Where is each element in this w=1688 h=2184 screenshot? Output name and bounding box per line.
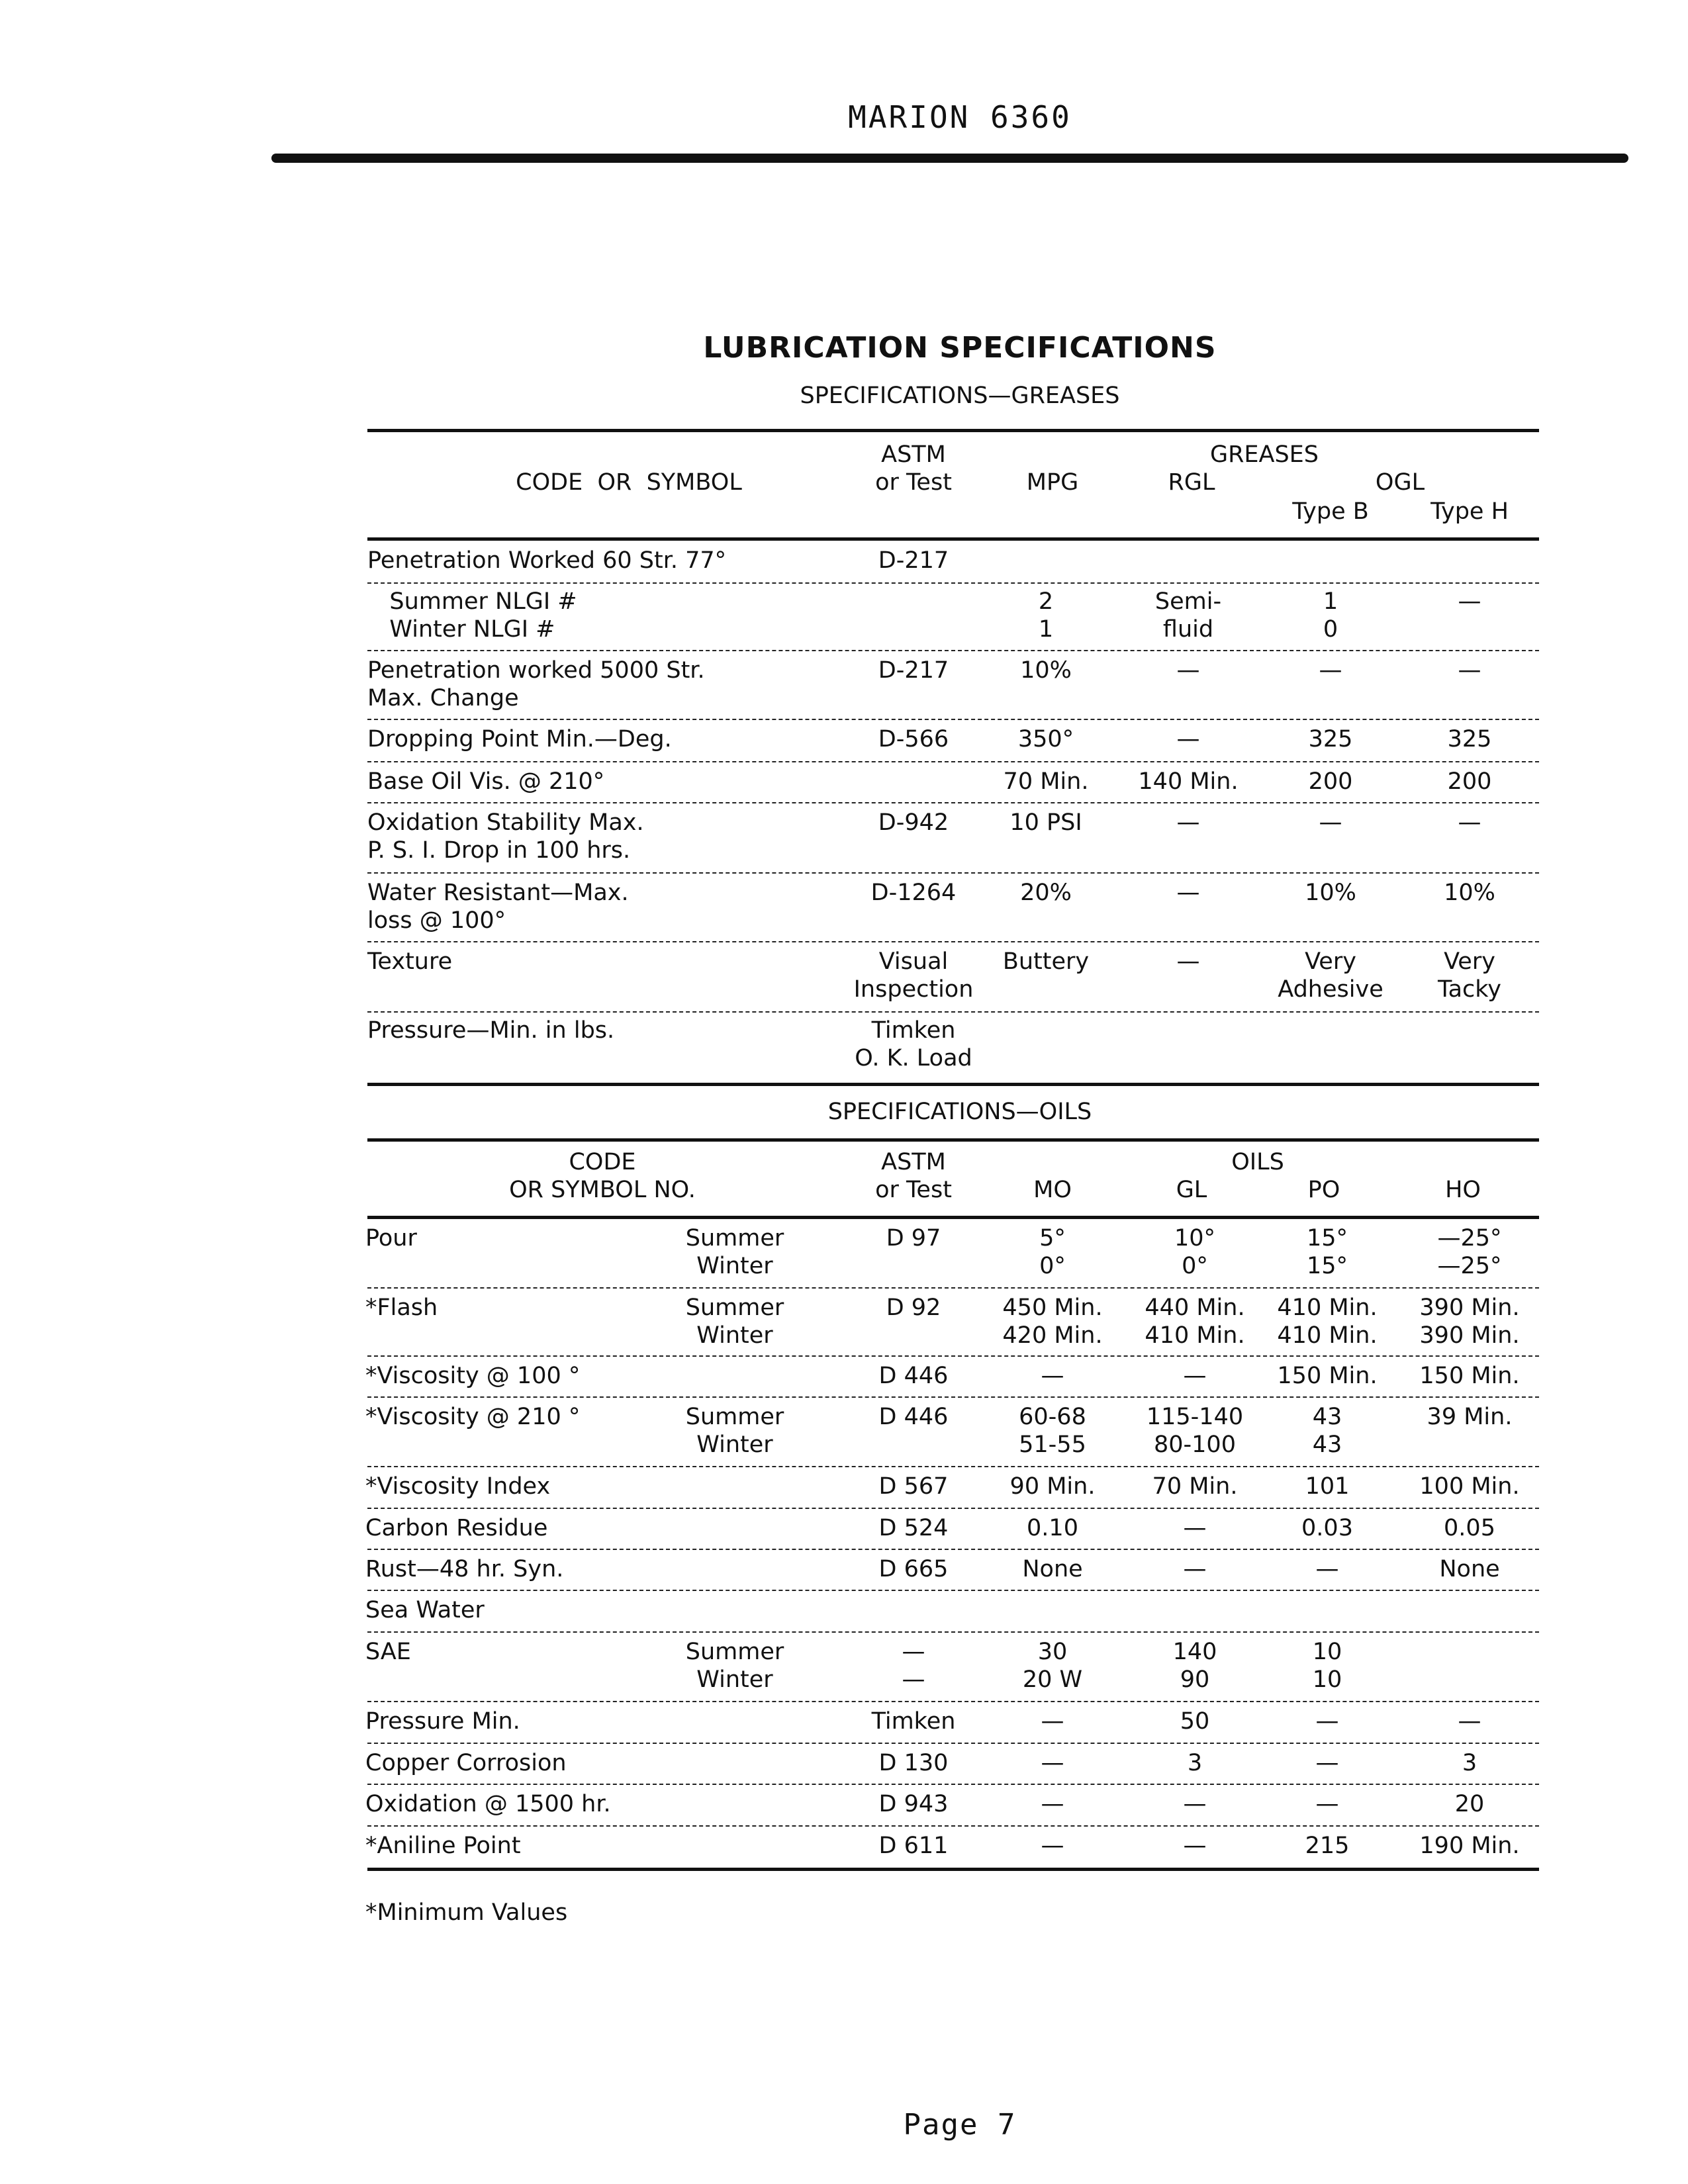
oils-cell-gl: 3 [1187, 1750, 1203, 1776]
oils-cell-gl: 140 90 [1172, 1639, 1217, 1693]
oils-cell-season: Summer Winter [685, 1639, 784, 1693]
oils-row-divider [367, 1396, 1539, 1398]
greases-cell-mpg: 10 PSI [1009, 809, 1082, 836]
oils-cell-astm: D 943 [878, 1791, 949, 1817]
oils-header-code: CODE OR SYMBOL NO. [509, 1149, 696, 1203]
oils-cell-season: Summer Winter [685, 1295, 784, 1349]
oils-cell-astm: D 446 [878, 1363, 949, 1389]
greases-header-typeb: Type B [1292, 498, 1369, 525]
greases-cell-astm: D-942 [878, 809, 949, 836]
oils-cell-ho: 190 Min. [1419, 1833, 1520, 1859]
oils-cell-gl: — [1183, 1515, 1207, 1541]
greases-cell-mpg: 2 1 [1038, 588, 1054, 643]
greases-row-divider [367, 1011, 1539, 1013]
oils-cell-label: Pour [365, 1225, 417, 1251]
oils-cell-label: Rust—48 hr. Syn. [365, 1556, 564, 1582]
oils-row-divider [367, 1590, 1539, 1591]
greases-cell-typeh: 325 [1447, 726, 1492, 752]
oils-cell-label: Sea Water [365, 1597, 485, 1623]
oils-cell-mo: — [1041, 1833, 1064, 1859]
oils-cell-ho: 39 Min. [1427, 1404, 1513, 1430]
oils-cell-po: — [1315, 1750, 1339, 1776]
greases-cell-typeb: 10% [1305, 880, 1356, 906]
greases-header-group: GREASES [1209, 441, 1319, 468]
oils-cell-ho: None [1439, 1556, 1500, 1582]
greases-cell-astm: D-1264 [870, 880, 957, 906]
oils-cell-gl: 440 Min. 410 Min. [1145, 1295, 1245, 1349]
greases-cell-typeb: — [1319, 809, 1342, 836]
page-number: Page 7 [903, 2108, 1017, 2142]
oils-cell-mo: 60-68 51-55 [1019, 1404, 1086, 1458]
oils-cell-ho: — [1458, 1708, 1481, 1735]
oils-cell-astm: D 524 [878, 1515, 949, 1541]
oils-cell-astm: D 611 [878, 1833, 949, 1859]
oils-bottom-rule [367, 1868, 1539, 1871]
oils-row-divider [367, 1743, 1539, 1744]
greases-cell-rgl: — [1176, 880, 1200, 906]
oils-top-rule [367, 1138, 1539, 1142]
oils-cell-gl: — [1183, 1556, 1207, 1582]
greases-cell-label: Summer NLGI # Winter NLGI # [389, 588, 577, 643]
oils-cell-astm: D 446 [878, 1404, 949, 1430]
oils-cell-po: 410 Min. 410 Min. [1277, 1295, 1378, 1349]
greases-header-typeh: Type H [1430, 498, 1509, 525]
oils-row-divider [367, 1287, 1539, 1289]
greases-cell-rgl: — [1176, 726, 1200, 752]
oils-row-divider [367, 1355, 1539, 1357]
greases-cell-label: Dropping Point Min.—Deg. [367, 726, 672, 752]
oils-row-divider [367, 1701, 1539, 1702]
greases-cell-label: Base Oil Vis. @ 210° [367, 768, 605, 795]
oils-cell-ho: 150 Min. [1419, 1363, 1520, 1389]
greases-header-rule [367, 537, 1539, 541]
oils-cell-astm: Timken [871, 1708, 956, 1735]
oils-cell-astm: — — [902, 1639, 925, 1693]
greases-cell-label: Oxidation Stability Max. P. S. I. Drop in 100 hrs. [367, 809, 644, 864]
oils-cell-mo: — [1041, 1708, 1064, 1735]
greases-cell-mpg: 10% [1020, 657, 1072, 684]
greases-cell-mpg: 20% [1020, 880, 1072, 906]
oils-cell-po: 43 43 [1312, 1404, 1342, 1458]
greases-header-astm: ASTM or Test [875, 441, 952, 496]
greases-cell-typeh: — [1458, 809, 1481, 836]
greases-row-divider [367, 582, 1539, 584]
greases-section-title: SPECIFICATIONS—GREASES [800, 383, 1120, 409]
oils-row-divider [367, 1631, 1539, 1633]
oils-row-divider [367, 1784, 1539, 1785]
oils-cell-astm: D 92 [886, 1295, 941, 1321]
page-title: LUBRICATION SPECIFICATIONS [703, 331, 1217, 365]
greases-cell-label: Water Resistant—Max. loss @ 100° [367, 880, 629, 934]
oils-cell-label: SAE [365, 1639, 411, 1665]
greases-cell-astm: D-217 [878, 657, 949, 684]
oils-cell-po: — [1315, 1791, 1339, 1817]
oils-header-rule [367, 1216, 1539, 1219]
oils-cell-po: 215 [1305, 1833, 1350, 1859]
oils-cell-ho: 3 [1462, 1750, 1477, 1776]
oils-cell-ho: 100 Min. [1419, 1473, 1520, 1500]
oils-header-mo: MO [1033, 1177, 1072, 1203]
oils-cell-gl: 70 Min. [1152, 1473, 1238, 1500]
greases-cell-rgl: 140 Min. [1138, 768, 1239, 795]
oils-cell-season: Summer Winter [685, 1225, 784, 1279]
greases-cell-astm: D-217 [878, 547, 949, 574]
oils-cell-label: Pressure Min. [365, 1708, 520, 1735]
greases-row-divider [367, 761, 1539, 762]
oils-header-astm: ASTM or Test [875, 1149, 952, 1203]
greases-cell-typeh: — [1458, 657, 1481, 684]
oils-cell-mo: 5° 0° [1039, 1225, 1066, 1279]
greases-cell-label: Pressure—Min. in lbs. [367, 1017, 615, 1044]
oils-cell-label: *Aniline Point [365, 1833, 521, 1859]
greases-cell-label: Penetration Worked 60 Str. 77° [367, 547, 727, 574]
greases-header-ogl: OGL [1375, 469, 1425, 496]
greases-header-code: CODE OR SYMBOL [516, 469, 742, 496]
oils-header-po: PO [1307, 1177, 1340, 1203]
oils-header-gl: GL [1176, 1177, 1207, 1203]
oils-cell-mo: 0.10 [1027, 1515, 1078, 1541]
greases-cell-rgl: Semi- fluid [1154, 588, 1222, 643]
oils-cell-po: 15° 15° [1306, 1225, 1348, 1279]
greases-cell-astm: D-566 [878, 726, 949, 752]
oils-cell-ho: 0.05 [1444, 1515, 1495, 1541]
greases-cell-label: Penetration worked 5000 Str. Max. Change [367, 657, 705, 711]
oils-row-divider [367, 1508, 1539, 1509]
greases-cell-mpg: 350° [1017, 726, 1074, 752]
oils-cell-po: — [1315, 1556, 1339, 1582]
greases-row-divider [367, 719, 1539, 720]
greases-bottom-rule [367, 1083, 1539, 1086]
greases-cell-rgl: — [1176, 657, 1200, 684]
oils-header-group: OILS [1231, 1149, 1284, 1175]
greases-cell-typeh: 10% [1444, 880, 1495, 906]
header-rule [271, 154, 1628, 163]
greases-cell-rgl: — [1176, 809, 1200, 836]
oils-cell-gl: 10° 0° [1174, 1225, 1216, 1279]
greases-header-mpg: MPG [1026, 469, 1079, 496]
oils-cell-gl: — [1183, 1791, 1207, 1817]
greases-cell-typeb: 325 [1308, 726, 1353, 752]
oils-cell-label: Carbon Residue [365, 1515, 548, 1541]
greases-header-rgl: RGL [1168, 469, 1215, 496]
greases-top-rule [367, 429, 1539, 432]
oils-cell-po: 10 10 [1312, 1639, 1342, 1693]
greases-cell-label: Texture [367, 948, 453, 975]
oils-cell-mo: 90 Min. [1009, 1473, 1096, 1500]
oils-cell-label: *Flash [365, 1295, 438, 1321]
oils-cell-gl: 50 [1180, 1708, 1210, 1735]
greases-row-divider [367, 872, 1539, 874]
greases-cell-astm: Visual Inspection [853, 948, 974, 1003]
oils-cell-gl: 115-140 80-100 [1146, 1404, 1244, 1458]
oils-cell-label: *Viscosity Index [365, 1473, 551, 1500]
footnote: *Minimum Values [365, 1899, 568, 1926]
oils-cell-po: 150 Min. [1277, 1363, 1378, 1389]
oils-cell-label: Oxidation @ 1500 hr. [365, 1791, 611, 1817]
oils-cell-mo: 450 Min. 420 Min. [1002, 1295, 1103, 1349]
greases-cell-mpg: Buttery [1002, 948, 1090, 975]
greases-cell-astm: Timken O. K. Load [855, 1017, 972, 1071]
oils-cell-po: 101 [1305, 1473, 1350, 1500]
greases-cell-typeh: — [1458, 588, 1481, 615]
oils-row-divider [367, 1549, 1539, 1550]
oils-cell-label: *Viscosity @ 100 ° [365, 1363, 581, 1389]
oils-cell-astm: D 130 [878, 1750, 949, 1776]
oils-cell-label: *Viscosity @ 210 ° [365, 1404, 581, 1430]
oils-cell-mo: None [1022, 1556, 1083, 1582]
oils-cell-mo: — [1041, 1791, 1064, 1817]
greases-cell-typeb: — [1319, 657, 1342, 684]
greases-cell-typeh: 200 [1447, 768, 1492, 795]
greases-cell-typeb: 1 0 [1323, 588, 1338, 643]
greases-cell-rgl: — [1176, 948, 1200, 975]
oils-cell-mo: — [1041, 1750, 1064, 1776]
greases-cell-typeh: Very Tacky [1437, 948, 1501, 1003]
oils-header-ho: HO [1445, 1177, 1481, 1203]
oils-cell-ho: 390 Min. 390 Min. [1419, 1295, 1520, 1349]
oils-cell-astm: D 97 [886, 1225, 941, 1251]
oils-cell-ho: —25° —25° [1437, 1225, 1502, 1279]
oils-section-title: SPECIFICATIONS—OILS [827, 1099, 1092, 1125]
oils-cell-mo: 30 20 W [1022, 1639, 1083, 1693]
oils-cell-gl: — [1183, 1363, 1207, 1389]
oils-cell-astm: D 665 [878, 1556, 949, 1582]
greases-cell-typeb: 200 [1308, 768, 1353, 795]
oils-cell-label: Copper Corrosion [365, 1750, 567, 1776]
document-header-title: MARION 6360 [848, 99, 1072, 135]
greases-row-divider [367, 650, 1539, 651]
greases-cell-typeb: Very Adhesive [1278, 948, 1383, 1003]
oils-row-divider [367, 1825, 1539, 1827]
greases-row-divider [367, 941, 1539, 942]
oils-cell-astm: D 567 [878, 1473, 949, 1500]
oils-cell-ho: 20 [1454, 1791, 1485, 1817]
greases-row-divider [367, 802, 1539, 803]
greases-cell-mpg: 70 Min. [1003, 768, 1089, 795]
oils-cell-mo: — [1041, 1363, 1064, 1389]
oils-cell-po: 0.03 [1301, 1515, 1353, 1541]
oils-cell-gl: — [1183, 1833, 1207, 1859]
oils-row-divider [367, 1466, 1539, 1467]
oils-cell-po: — [1315, 1708, 1339, 1735]
oils-cell-season: Summer Winter [685, 1404, 784, 1458]
